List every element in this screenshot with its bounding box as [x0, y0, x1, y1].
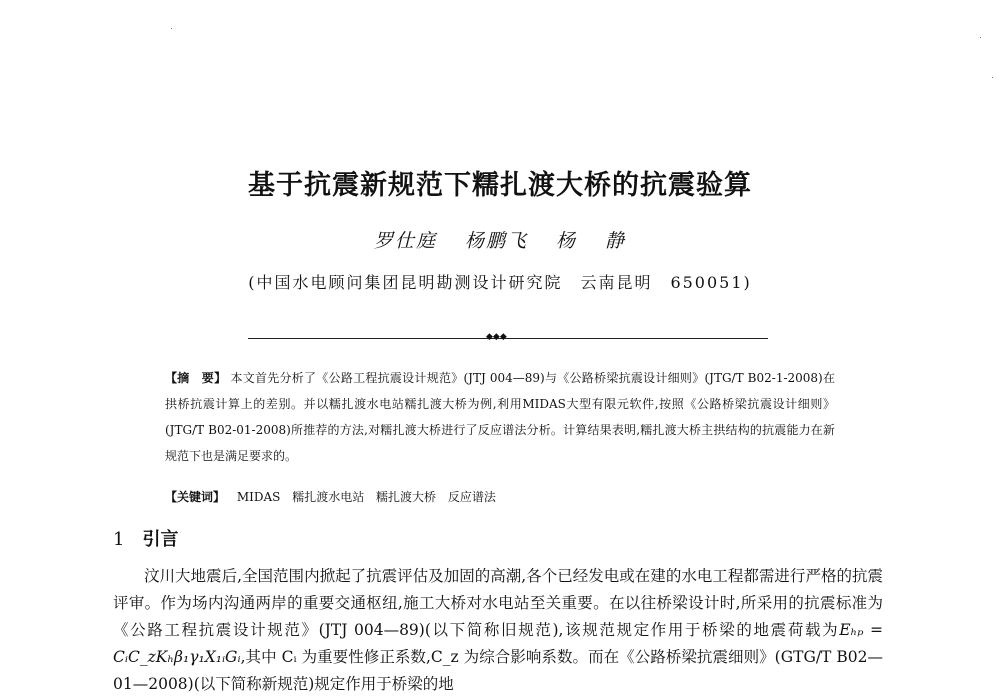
abstract-label: 【摘 要】	[165, 371, 227, 385]
body-paragraph	[113, 563, 883, 698]
section-number: 1	[113, 529, 125, 550]
keywords-text: MIDAS 糯扎渡水电站 糯扎渡大桥 反应谱法	[236, 490, 496, 504]
body-text-part1: 汶川大地震后,全国范围内掀起了抗震评估及加固的高潮,各个已经发电或在建的水电工程都需进行严格的抗震评审。作为场内沟通两岸的重要交通枢纽,施工大桥对水电站至关重要。在以往桥梁设计时,所采用的抗震标准为《公路工程抗震设计规范》(JTJ 004—89)(以下简称旧规范),该规范规定作用于桥梁的地震荷载为	[113, 567, 883, 639]
scan-speck	[992, 77, 993, 78]
section-heading	[113, 525, 178, 551]
divider-ornament: ◆◆◆	[486, 332, 507, 342]
scan-speck	[171, 28, 172, 29]
seismic-load-formula: Eₕₚ = CᵢC_zKₕβ₁γ₁X₁ᵢGᵢ	[113, 621, 883, 666]
body-text-part2: ,其中 Cᵢ 为重要性修正系数,C_z 为综合影响系数。而在《公路桥梁抗震细则》(GTG/T B02—01—2008)(以下简称新规范)规定作用于桥梁的地	[113, 648, 883, 693]
abstract-text: 本文首先分析了《公路工程抗震设计规范》(JTJ 004—89)与《公路桥梁抗震设计细则》(JTG/T B02-1-2008)在拱桥抗震计算上的差别。并以糯扎渡水电站糯扎渡大桥为例,利用MIDAS大型有限元软件,按照《公路桥梁抗震设计细则》(JTG/T B02-01-2008)所推荐的方法,对糯扎渡大桥进行了反应谱法分析。计算结果表明,糯扎渡大桥主拱结构的抗震能力在新规范下也是满足要求的。	[165, 371, 835, 463]
keywords-label: 【关键词】	[165, 490, 226, 504]
paper-title: 基于抗震新规范下糯扎渡大桥的抗震验算	[248, 170, 752, 201]
scan-speck	[980, 37, 981, 38]
section-divider	[248, 338, 768, 339]
affiliation: (中国水电顾问集团昆明勘测设计研究院 云南昆明 650051)	[248, 273, 752, 292]
author-list: 罗仕庭 杨鹏飞 杨 静	[373, 230, 627, 252]
section-title: 引言	[142, 529, 179, 550]
keywords	[165, 487, 835, 507]
abstract	[165, 365, 835, 469]
